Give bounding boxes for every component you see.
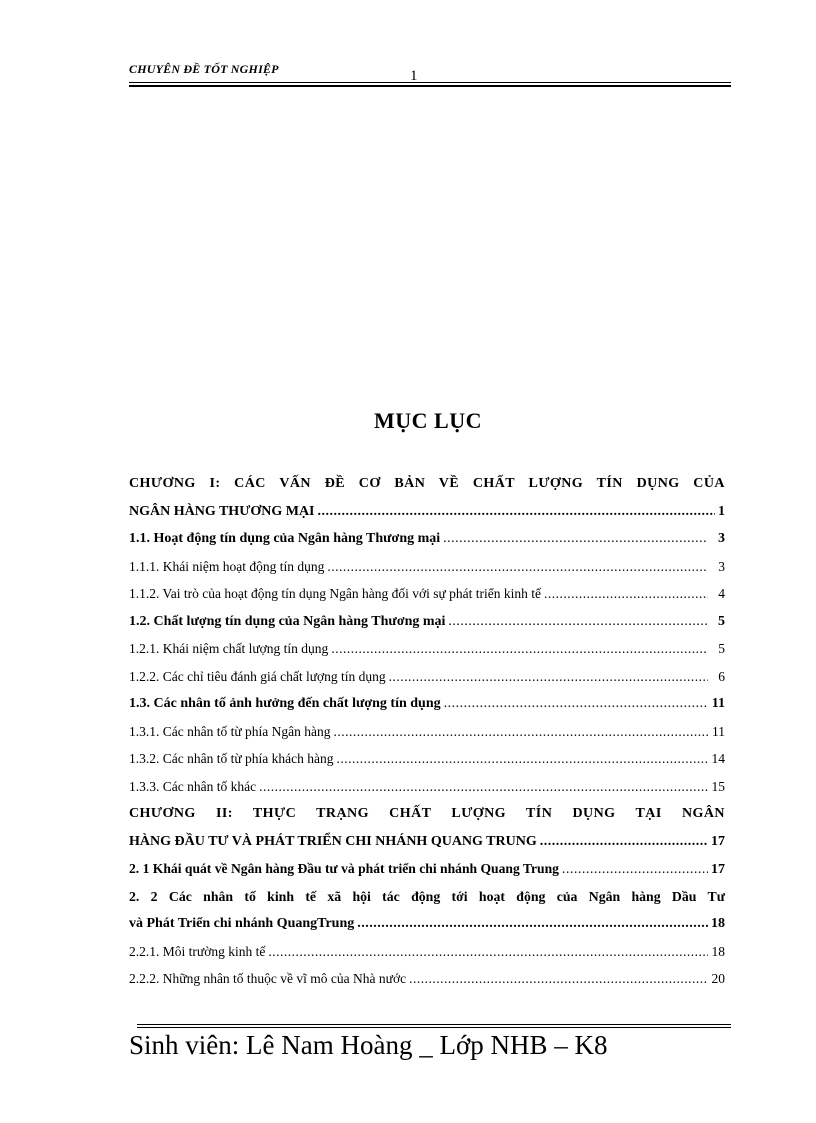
- toc-item[interactable]: [129, 580, 725, 608]
- toc-item[interactable]: [129, 553, 725, 581]
- toc-item[interactable]: [129, 663, 725, 691]
- toc-item-2-1[interactable]: [129, 855, 725, 883]
- toc-item-2-2-line2: và Phát Triển chi nhánh QuangTrung: [129, 916, 355, 931]
- dot-leader: [334, 718, 708, 746]
- toc-item-label: 1.1.2. Vai trò của hoạt động tín dụng Ngân hàng đối với sự phát triển kinh tế: [129, 586, 542, 601]
- dot-leader: [327, 553, 708, 581]
- footer-rule: [137, 1024, 731, 1025]
- dot-leader: [540, 828, 708, 856]
- dot-leader: [562, 856, 708, 884]
- toc-title: MỤC LỤC: [374, 408, 482, 433]
- header-title: CHUYÊN ĐỀ TỐT NGHIỆP: [129, 62, 279, 76]
- dot-leader: [443, 525, 708, 553]
- header-rule: [129, 82, 731, 83]
- toc-chapter-2-line2: HÀNG ĐẦU TƯ VÀ PHÁT TRIỂN CHI NHÁNH QUANG TRUNG: [129, 833, 537, 849]
- toc-page-number: 5: [718, 641, 725, 656]
- page-header: [129, 62, 731, 88]
- page-footer: [129, 1024, 731, 1074]
- toc-page-number: 18: [711, 943, 725, 959]
- toc-item[interactable]: [129, 690, 725, 718]
- dot-leader: [331, 635, 708, 663]
- toc-page-number: 15: [711, 778, 725, 794]
- dot-leader: [444, 690, 708, 718]
- toc-item-label: 1.2.2. Các chỉ tiêu đánh giá chất lượng tín dụng: [129, 668, 386, 684]
- toc-item[interactable]: [129, 745, 725, 773]
- toc-item[interactable]: [129, 525, 725, 553]
- toc-item-label: 1.3.1. Các nhân tố từ phía Ngân hàng: [129, 723, 331, 739]
- toc-page-number: 3: [718, 558, 725, 574]
- page-number: 1: [410, 68, 418, 84]
- toc-page-number: 14: [711, 751, 725, 766]
- footer-text: Sinh viên: Lê Nam Hoàng _ Lớp NHB – K8: [129, 1030, 608, 1060]
- toc-page-number: 5: [718, 613, 725, 629]
- toc-item-label: 1.1.1. Khái niệm hoạt động tín dụng: [129, 558, 325, 574]
- toc-item-label: 1.3.3. Các nhân tố khác: [129, 778, 257, 794]
- toc-page-number: 20: [711, 971, 725, 986]
- toc-page-number: 17: [711, 862, 725, 877]
- toc-page-number: 6: [718, 668, 725, 684]
- toc-chapter-2-line1: CHƯƠNG II: THỰC TRẠNG CHẤT LƯỢNG TÍN DỤNG TẠI NGÂN: [129, 806, 725, 821]
- dot-leader: [409, 965, 708, 993]
- toc-item[interactable]: [129, 938, 725, 966]
- dot-leader: [259, 773, 708, 801]
- toc-item[interactable]: [129, 773, 725, 801]
- toc-chapter-1[interactable]: [129, 470, 725, 525]
- toc-item-label: 1.2. Chất lượng tín dụng của Ngân hàng Thương mại: [129, 613, 446, 629]
- toc-item[interactable]: [129, 635, 725, 663]
- dot-leader: [318, 498, 716, 526]
- toc-item[interactable]: [129, 608, 725, 636]
- toc-item-label: 2.2.2. Những nhân tố thuộc về vĩ mô của Nhà nước: [129, 971, 407, 986]
- toc-item-label: 2. 1 Khái quát về Ngân hàng Đầu tư và phát triển chi nhánh Quang Trung: [129, 861, 559, 876]
- toc-page-number: 11: [711, 696, 725, 711]
- toc-page-number: 1: [718, 503, 725, 519]
- toc-chapter-2[interactable]: [129, 800, 725, 855]
- dot-leader: [389, 663, 708, 691]
- toc-item-2-2-line1: 2. 2 Các nhân tố kinh tế xã hội tác động tới hoạt động của Ngân hàng Dầu Tư: [129, 888, 725, 904]
- footer-rule-double: [137, 1027, 731, 1028]
- toc-page-number: 11: [712, 723, 725, 739]
- toc-item-label: 1.3. Các nhân tố ảnh hưởng đến chất lượng tín dụng: [129, 696, 441, 711]
- dot-leader: [357, 910, 708, 938]
- dot-leader: [268, 938, 708, 966]
- toc-item[interactable]: [129, 718, 725, 746]
- toc-chapter-1-line2: NGÂN HÀNG THƯƠNG MẠI: [129, 503, 315, 519]
- toc-page-number: 17: [711, 833, 725, 849]
- toc-item-2-2[interactable]: [129, 883, 725, 938]
- table-of-contents: [129, 470, 725, 993]
- toc-page-number: 4: [718, 586, 725, 601]
- toc-item-label: 2.2.1. Môi trường kinh tế: [129, 943, 266, 959]
- dot-leader: [544, 580, 708, 608]
- toc-item-label: 1.3.2. Các nhân tố từ phía khách hàng: [129, 751, 334, 766]
- toc-chapter-1-line1: CHƯƠNG I: CÁC VẤN ĐỀ CƠ BẢN VỀ CHẤT LƯỢNG TÍN DỤNG CỦA: [129, 476, 725, 491]
- dot-leader: [337, 745, 708, 773]
- toc-page-number: 3: [718, 531, 725, 546]
- toc-item[interactable]: [129, 965, 725, 993]
- toc-item-label: 1.2.1. Khái niệm chất lượng tín dụng: [129, 641, 329, 656]
- toc-page-number: 18: [711, 916, 725, 931]
- toc-item-label: 1.1. Hoạt động tín dụng của Ngân hàng Thương mại: [129, 531, 441, 546]
- dot-leader: [448, 608, 708, 636]
- header-rule-thick: [129, 85, 731, 87]
